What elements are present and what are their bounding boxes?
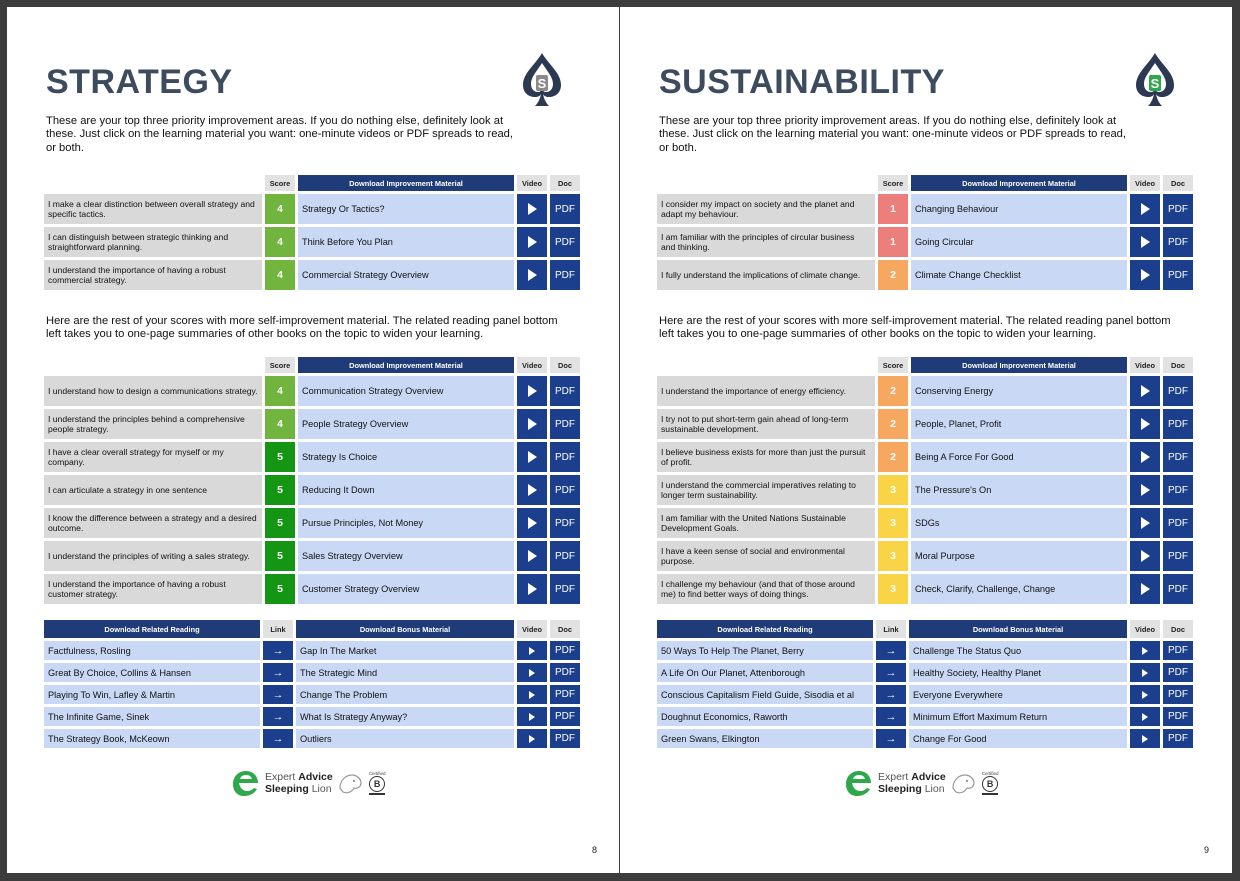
pdf-button[interactable]: PDF xyxy=(1163,442,1193,472)
video-play-button[interactable] xyxy=(517,442,547,472)
play-icon xyxy=(1141,484,1150,496)
material-link[interactable]: Conserving Energy xyxy=(911,376,1127,406)
intro-text-priority: These are your top three priority improvement areas. If you do nothing else, definitely look at these. Just click on the learning material you want: one-minute videos or PDF spreads to read, or both. xyxy=(659,115,1127,154)
play-icon xyxy=(528,418,537,430)
link-header: Link xyxy=(876,620,906,638)
logo-wordmark xyxy=(265,771,333,795)
play-icon xyxy=(1141,550,1150,562)
pdf-button[interactable]: PDF xyxy=(1163,409,1193,439)
b-corp-underline xyxy=(369,793,385,795)
arrow-link-button[interactable]: → xyxy=(263,663,293,682)
video-play-button[interactable] xyxy=(1130,409,1160,439)
play-icon xyxy=(529,691,535,699)
material-link[interactable]: Changing Behaviour xyxy=(911,194,1127,224)
video-play-button[interactable] xyxy=(1130,508,1160,538)
reading-header: Download Related Reading xyxy=(44,620,260,638)
score-badge: 2 xyxy=(878,376,908,406)
material-link[interactable]: People, Planet, Profit xyxy=(911,409,1127,439)
video-play-button[interactable] xyxy=(1130,663,1160,682)
play-icon xyxy=(1142,735,1148,743)
score-badge: 2 xyxy=(878,409,908,439)
arrow-link-button[interactable]: → xyxy=(876,663,906,682)
score-badge: 5 xyxy=(265,574,295,604)
video-play-button[interactable] xyxy=(517,194,547,224)
play-icon xyxy=(1142,691,1148,699)
material-link[interactable]: The Pressure's On xyxy=(911,475,1127,505)
arrow-link-button[interactable]: → xyxy=(263,685,293,704)
video-play-button[interactable] xyxy=(517,227,547,257)
score-badge: 1 xyxy=(878,227,908,257)
question-text: I understand the principles of writing a sales strategy. xyxy=(44,541,262,571)
video-play-button[interactable] xyxy=(517,409,547,439)
b-corp-certified: Certified xyxy=(981,771,999,777)
question-text: I fully understand the implications of climate change. xyxy=(657,260,875,290)
pdf-button[interactable]: PDF xyxy=(1163,707,1193,726)
question-text: I understand the commercial imperatives relating to longer term sustainability. xyxy=(657,475,875,505)
video-header: Video xyxy=(517,357,547,373)
header-blank xyxy=(44,175,262,191)
video-play-button[interactable] xyxy=(1130,685,1160,704)
video-play-button[interactable] xyxy=(517,707,547,726)
play-icon xyxy=(1142,669,1148,677)
play-icon xyxy=(529,647,535,655)
expert-advice-logo xyxy=(844,769,998,797)
spade-logo-icon xyxy=(1132,51,1178,109)
material-header: Download Improvement Material xyxy=(911,357,1127,373)
doc-header: Doc xyxy=(550,175,580,191)
page-title: SUSTAINABILITY xyxy=(659,63,945,101)
pdf-button[interactable]: PDF xyxy=(550,475,580,505)
bonus-material-link[interactable]: Gap In The Market xyxy=(296,641,514,660)
pdf-button[interactable]: PDF xyxy=(550,663,580,682)
bonus-material-link[interactable]: Minimum Effort Maximum Return xyxy=(909,707,1127,726)
video-play-button[interactable] xyxy=(1130,260,1160,290)
b-corp-underline xyxy=(982,793,998,795)
video-play-button[interactable] xyxy=(517,729,547,748)
pdf-button[interactable]: PDF xyxy=(550,194,580,224)
arrow-link-button[interactable]: → xyxy=(263,707,293,726)
question-text: I try not to put short-term gain ahead of long-term sustainable development. xyxy=(657,409,875,439)
video-play-button[interactable] xyxy=(517,508,547,538)
pdf-button[interactable]: PDF xyxy=(1163,194,1193,224)
material-link[interactable]: Customer Strategy Overview xyxy=(298,574,514,604)
play-icon xyxy=(1141,517,1150,529)
lion-icon xyxy=(337,770,363,796)
material-link[interactable]: Moral Purpose xyxy=(911,541,1127,571)
video-play-button[interactable] xyxy=(1130,541,1160,571)
score-badge: 4 xyxy=(265,194,295,224)
logo-word-expert: Expert xyxy=(265,771,296,783)
material-link[interactable]: Think Before You Plan xyxy=(298,227,514,257)
material-link[interactable]: Pursue Principles, Not Money xyxy=(298,508,514,538)
material-link[interactable]: SDGs xyxy=(911,508,1127,538)
material-header: Download Improvement Material xyxy=(298,175,514,191)
score-badge: 1 xyxy=(878,194,908,224)
video-header: Video xyxy=(1130,357,1160,373)
question-text: I am familiar with the principles of circular business and thinking. xyxy=(657,227,875,257)
question-text: I challenge my behaviour (and that of those around me) to find better ways of doing things. xyxy=(657,574,875,604)
question-text: I believe business exists for more than just the pursuit of profit. xyxy=(657,442,875,472)
arrow-link-button[interactable]: → xyxy=(263,641,293,660)
score-badge: 5 xyxy=(265,442,295,472)
material-link[interactable]: Strategy Is Choice xyxy=(298,442,514,472)
logo-word-advice: Advice xyxy=(298,771,333,783)
question-text: I am familiar with the United Nations Sustainable Development Goals. xyxy=(657,508,875,538)
video-play-button[interactable] xyxy=(1130,707,1160,726)
intro-text-rest: Here are the rest of your scores with more self-improvement material. The related reading panel bottom left takes you to one-page summaries of other books on the topic to widen your learning. xyxy=(659,315,1171,341)
play-icon xyxy=(1141,269,1150,281)
bonus-material-link[interactable]: Change For Good xyxy=(909,729,1127,748)
material-link[interactable]: Climate Change Checklist xyxy=(911,260,1127,290)
score-badge: 3 xyxy=(878,574,908,604)
bonus-material-link[interactable]: What Is Strategy Anyway? xyxy=(296,707,514,726)
related-reading-item[interactable]: Conscious Capitalism Field Guide, Sisodia et al xyxy=(657,685,873,704)
play-icon xyxy=(528,583,537,595)
play-icon xyxy=(1141,451,1150,463)
b-corp-badge xyxy=(982,771,999,795)
question-text: I understand how to design a communications strategy. xyxy=(44,376,262,406)
question-text: I know the difference between a strategy and a desired outcome. xyxy=(44,508,262,538)
related-reading-item[interactable]: Factfulness, Rosling xyxy=(44,641,260,660)
video-header: Video xyxy=(517,620,547,638)
pdf-button[interactable]: PDF xyxy=(1163,541,1193,571)
pdf-button[interactable]: PDF xyxy=(1163,508,1193,538)
material-link[interactable]: Sales Strategy Overview xyxy=(298,541,514,571)
question-text: I have a clear overall strategy for myself or my company. xyxy=(44,442,262,472)
play-icon xyxy=(1141,203,1150,215)
score-badge: 4 xyxy=(265,260,295,290)
question-text: I make a clear distinction between overall strategy and specific tactics. xyxy=(44,194,262,224)
logo-letter: S xyxy=(537,76,547,91)
pdf-button[interactable]: PDF xyxy=(550,574,580,604)
video-header: Video xyxy=(1130,175,1160,191)
arrow-link-button[interactable]: → xyxy=(876,641,906,660)
page-number: 8 xyxy=(592,845,598,855)
play-icon xyxy=(1141,418,1150,430)
doc-header: Doc xyxy=(1163,620,1193,638)
score-badge: 3 xyxy=(878,508,908,538)
pdf-button[interactable]: PDF xyxy=(550,227,580,257)
play-icon xyxy=(528,484,537,496)
video-play-button[interactable] xyxy=(1130,574,1160,604)
pdf-button[interactable]: PDF xyxy=(550,376,580,406)
bonus-material-link[interactable]: Healthy Society, Healthy Planet xyxy=(909,663,1127,682)
play-icon xyxy=(528,385,537,397)
bonus-header: Download Bonus Material xyxy=(909,620,1127,638)
priority-table xyxy=(657,175,1193,290)
play-icon xyxy=(528,269,537,281)
spade-logo-icon xyxy=(519,51,565,109)
video-play-button[interactable] xyxy=(1130,641,1160,660)
video-play-button[interactable] xyxy=(1130,442,1160,472)
related-reading-item[interactable]: 50 Ways To Help The Planet, Berry xyxy=(657,641,873,660)
score-badge: 2 xyxy=(878,442,908,472)
score-badge: 3 xyxy=(878,541,908,571)
play-icon xyxy=(528,236,537,248)
logo-word-lion: Lion xyxy=(311,783,332,795)
bonus-material-link[interactable]: Everyone Everywhere xyxy=(909,685,1127,704)
related-reading-item[interactable]: The Infinite Game, Sinek xyxy=(44,707,260,726)
play-icon xyxy=(1141,583,1150,595)
material-link[interactable]: Going Circular xyxy=(911,227,1127,257)
pdf-button[interactable]: PDF xyxy=(1163,260,1193,290)
video-play-button[interactable] xyxy=(1130,475,1160,505)
logo-letter: S xyxy=(1150,76,1160,91)
video-play-button[interactable] xyxy=(1130,227,1160,257)
video-play-button[interactable] xyxy=(517,260,547,290)
b-corp-icon: B xyxy=(369,776,385,792)
video-play-button[interactable] xyxy=(517,541,547,571)
expert-advice-logo xyxy=(231,769,385,797)
link-header: Link xyxy=(263,620,293,638)
play-icon xyxy=(529,713,535,721)
pdf-button[interactable]: PDF xyxy=(550,541,580,571)
score-badge: 2 xyxy=(878,260,908,290)
score-badge: 5 xyxy=(265,475,295,505)
pdf-button[interactable]: PDF xyxy=(1163,641,1193,660)
question-text: I understand the importance of having a robust customer strategy. xyxy=(44,574,262,604)
play-icon xyxy=(528,203,537,215)
question-text: I can articulate a strategy in one sentence xyxy=(44,475,262,505)
question-text: I have a keen sense of social and environmental purpose. xyxy=(657,541,875,571)
page-strategy xyxy=(7,7,619,873)
pdf-button[interactable]: PDF xyxy=(550,508,580,538)
pdf-button[interactable]: PDF xyxy=(1163,227,1193,257)
question-text: I understand the principles behind a comprehensive people strategy. xyxy=(44,409,262,439)
score-badge: 4 xyxy=(265,227,295,257)
related-reading-item[interactable]: Doughnut Economics, Raworth xyxy=(657,707,873,726)
score-header: Score xyxy=(265,357,295,373)
pdf-button[interactable]: PDF xyxy=(1163,574,1193,604)
page-number: 9 xyxy=(1204,845,1210,855)
pdf-button[interactable]: PDF xyxy=(550,442,580,472)
material-link[interactable]: Commercial Strategy Overview xyxy=(298,260,514,290)
material-link[interactable]: Communication Strategy Overview xyxy=(298,376,514,406)
lion-icon xyxy=(950,770,976,796)
play-icon xyxy=(528,550,537,562)
video-play-button[interactable] xyxy=(517,574,547,604)
play-icon xyxy=(528,517,537,529)
arrow-link-button[interactable]: → xyxy=(876,707,906,726)
priority-table xyxy=(44,175,580,290)
video-header: Video xyxy=(1130,620,1160,638)
logo-word-expert: Expert xyxy=(878,771,909,783)
video-header: Video xyxy=(517,175,547,191)
score-header: Score xyxy=(265,175,295,191)
score-badge: 5 xyxy=(265,508,295,538)
logo-word-sleeping: Sleeping xyxy=(265,783,309,795)
logo-word-sleeping: Sleeping xyxy=(878,783,922,795)
b-corp-icon: B xyxy=(982,776,998,792)
page-title: STRATEGY xyxy=(46,63,233,101)
logo-wordmark xyxy=(878,771,946,795)
bonus-header: Download Bonus Material xyxy=(296,620,514,638)
video-play-button[interactable] xyxy=(517,475,547,505)
logo-word-lion: Lion xyxy=(924,783,945,795)
material-link[interactable]: Being A Force For Good xyxy=(911,442,1127,472)
play-icon xyxy=(529,669,535,677)
rest-scores-table xyxy=(44,357,580,604)
bonus-material-link[interactable]: Challenge The Status Quo xyxy=(909,641,1127,660)
related-reading-item[interactable]: Green Swans, Elkington xyxy=(657,729,873,748)
b-corp-badge xyxy=(369,771,386,795)
pdf-button[interactable]: PDF xyxy=(550,260,580,290)
doc-header: Doc xyxy=(1163,357,1193,373)
b-corp-certified: Certified xyxy=(368,771,386,777)
page-sustainability xyxy=(620,7,1232,873)
question-text: I understand the importance of energy efficiency. xyxy=(657,376,875,406)
header-blank xyxy=(44,357,262,373)
bonus-material-link[interactable]: Change The Problem xyxy=(296,685,514,704)
score-badge: 4 xyxy=(265,409,295,439)
header-blank xyxy=(657,175,875,191)
related-reading-item[interactable]: The Strategy Book, McKeown xyxy=(44,729,260,748)
video-play-button[interactable] xyxy=(517,685,547,704)
intro-text-rest: Here are the rest of your scores with more self-improvement material. The related reading panel bottom left takes you to one-page summaries of other books on the topic to widen your learning. xyxy=(46,315,558,341)
pdf-button[interactable]: PDF xyxy=(1163,685,1193,704)
play-icon xyxy=(1141,236,1150,248)
play-icon xyxy=(1142,713,1148,721)
material-link[interactable]: Reducing It Down xyxy=(298,475,514,505)
material-link[interactable]: Strategy Or Tactics? xyxy=(298,194,514,224)
score-badge: 5 xyxy=(265,541,295,571)
pdf-button[interactable]: PDF xyxy=(550,707,580,726)
bonus-material-link[interactable]: The Strategic Mind xyxy=(296,663,514,682)
related-reading-item[interactable]: A Life On Our Planet, Attenborough xyxy=(657,663,873,682)
score-header: Score xyxy=(878,175,908,191)
doc-header: Doc xyxy=(550,620,580,638)
play-icon xyxy=(529,735,535,743)
rest-scores-table xyxy=(657,357,1193,604)
related-reading-table xyxy=(657,620,1193,748)
material-header: Download Improvement Material xyxy=(298,357,514,373)
question-text: I can distinguish between strategic thinking and straightforward planning. xyxy=(44,227,262,257)
reading-header: Download Related Reading xyxy=(657,620,873,638)
material-header: Download Improvement Material xyxy=(911,175,1127,191)
logo-word-advice: Advice xyxy=(911,771,946,783)
e-logo-icon xyxy=(231,769,261,797)
video-play-button[interactable] xyxy=(1130,729,1160,748)
e-logo-icon xyxy=(844,769,874,797)
video-play-button[interactable] xyxy=(517,376,547,406)
doc-header: Doc xyxy=(1163,175,1193,191)
related-reading-table xyxy=(44,620,580,748)
doc-header: Doc xyxy=(550,357,580,373)
pdf-button[interactable]: PDF xyxy=(1163,376,1193,406)
pdf-button[interactable]: PDF xyxy=(550,729,580,748)
question-text: I consider my impact on society and the planet and adapt my behaviour. xyxy=(657,194,875,224)
pdf-button[interactable]: PDF xyxy=(550,409,580,439)
question-text: I understand the importance of having a robust commercial strategy. xyxy=(44,260,262,290)
bonus-material-link[interactable]: Outliers xyxy=(296,729,514,748)
arrow-link-button[interactable]: → xyxy=(263,729,293,748)
material-link[interactable]: People Strategy Overview xyxy=(298,409,514,439)
video-play-button[interactable] xyxy=(517,663,547,682)
score-badge: 3 xyxy=(878,475,908,505)
pdf-button[interactable]: PDF xyxy=(1163,663,1193,682)
related-reading-item[interactable]: Great By Choice, Collins & Hansen xyxy=(44,663,260,682)
video-play-button[interactable] xyxy=(517,641,547,660)
play-icon xyxy=(1141,385,1150,397)
arrow-link-button[interactable]: → xyxy=(876,685,906,704)
pdf-button[interactable]: PDF xyxy=(550,641,580,660)
video-play-button[interactable] xyxy=(1130,376,1160,406)
header-blank xyxy=(657,357,875,373)
pdf-button[interactable]: PDF xyxy=(1163,729,1193,748)
score-badge: 4 xyxy=(265,376,295,406)
related-reading-item[interactable]: Playing To Win, Lafley & Martin xyxy=(44,685,260,704)
play-icon xyxy=(1142,647,1148,655)
intro-text-priority: These are your top three priority improvement areas. If you do nothing else, definitely look at these. Just click on the learning material you want: one-minute videos or PDF spreads to read, or both. xyxy=(46,115,514,154)
arrow-link-button[interactable]: → xyxy=(876,729,906,748)
pdf-button[interactable]: PDF xyxy=(550,685,580,704)
score-header: Score xyxy=(878,357,908,373)
play-icon xyxy=(528,451,537,463)
material-link[interactable]: Check, Clarify, Challenge, Change xyxy=(911,574,1127,604)
video-play-button[interactable] xyxy=(1130,194,1160,224)
pdf-button[interactable]: PDF xyxy=(1163,475,1193,505)
